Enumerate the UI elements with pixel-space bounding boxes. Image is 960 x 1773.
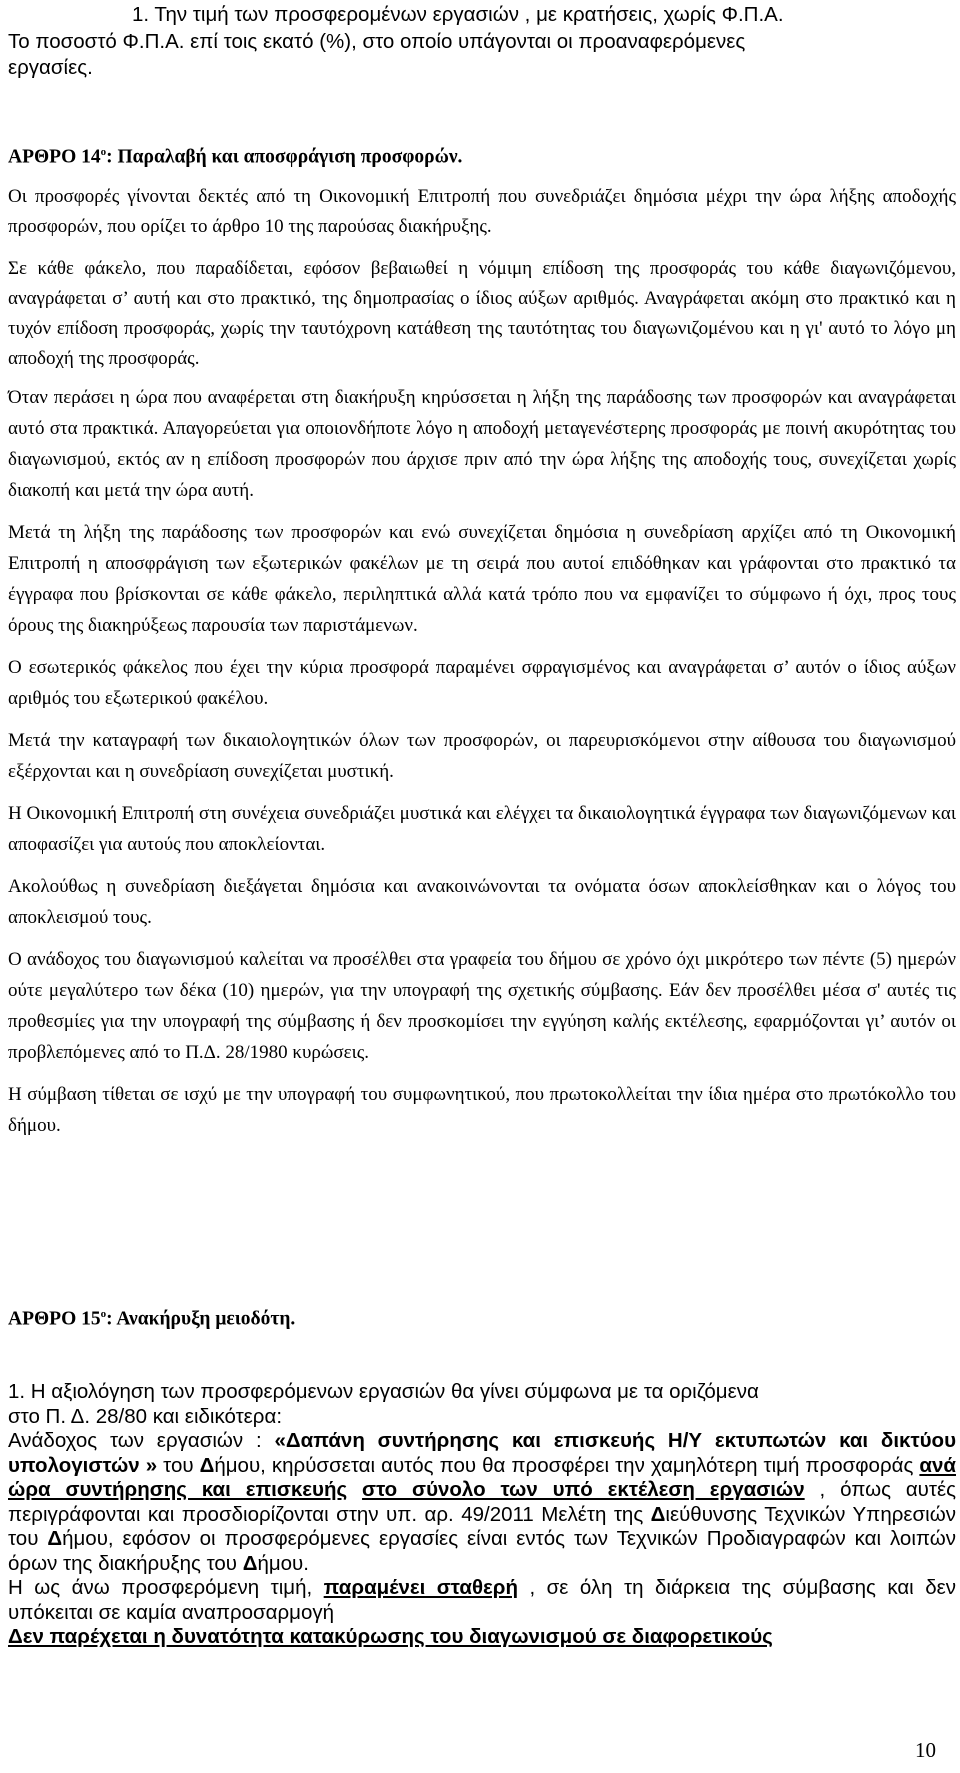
- s2-bold-delta-3: Δ: [47, 1527, 63, 1550]
- section-4-line: Δεν παρέχεται η δυνατότητα κατακύρωσης του διαγωνισμού σε διαφορετικούς: [8, 1625, 773, 1648]
- s2-per-hour-underlined: ανά ώρα συντήρησης και επισκευής: [8, 1453, 956, 1501]
- section-3-paragraph: [8, 1576, 956, 1625]
- paragraph-5: Ο εσωτερικός φάκελος που έχει την κύρια προσφορά παραμένει σφραγισμένος και αναγράφεται σ’ αυτόν ο ίδιος αύξων αριθμός του εξωτερικού φακέλου.: [8, 657, 956, 709]
- section-2-paragraph: [8, 1429, 956, 1576]
- item-1-line-3: εργασίες.: [8, 56, 93, 79]
- s3-fixed-price-underlined: παραμένει σταθερή: [323, 1576, 518, 1599]
- s2-bold-delta-2: Δ: [650, 1502, 666, 1526]
- item-1-line-1: 1. Την τιμή των προσφερομένων εργασιών , με κρατήσεις, χωρίς Φ.Π.Α.: [132, 3, 784, 26]
- s2-part-i: , όπως αυτές περιγράφονται και προσδιορίζονται στην υπ. αρ. 49/2011 Μελέτη της: [8, 1478, 957, 1526]
- paragraph-9: Ο ανάδοχος του διαγωνισμού καλείται να προσέλθει στα γραφεία του δήμου σε χρόνο όχι μικρότερο των πέντε (5) ημερών ούτε μεγαλύτερο των δέκα (10) ημερών, για την υπογραφή της σχετικής σύμβασης. Εάν δεν προσέλθει μέσα σ' αυτές τις προθεσμίες για την υπογραφή της σύμβασης ή δεν προσκομίσει την εγγύηση καλής εκτέλεσης, εφαρμόζονται γι’ αυτόν οι προβλεπόμενες από το Π.Δ. 28/1980 κυρώσεις.: [8, 949, 956, 1063]
- paragraph-1: Οι προσφορές γίνονται δεκτές από τη Οικονομική Επιτροπή που συνεδριάζει δημόσια μέχρι την ώρα λήξης αποδοχής προσφορών, που ορίζει το άρθρο 10 της παρούσας διακήρυξης.: [8, 186, 956, 237]
- s2-part-g: [347, 1478, 362, 1501]
- article-15-body: [8, 1380, 956, 1650]
- s3-part-c: , σε όλη τη διάρκεια της σύμβασης και δεν υπόκειται σε καμία αναπροσαρμογή: [8, 1576, 956, 1624]
- paragraph-4: Μετά τη λήξη της παράδοσης των προσφορών και ενώ συνεχίζεται δημόσια η συνεδρίαση αρχίζει από τη Οικονομική Επιτροπή η αποσφράγιση των εξωτερικών φακέλων με τη σειρά που αυτοί επιδόθηκαν και γράφονται στο πρακτικό τα έγγραφα που βρίσκονται σε κάθε φάκελο, περιληπτικά αλλά κατά τρόπο που να εμφανίζει το σύμφωνο ή όχι, προς τους όρους της διακηρύξεως παρουσία των παριστάμενων.: [8, 522, 956, 636]
- section-1-line-2: στο Π. Δ. 28/80 και ειδικότερα:: [8, 1404, 283, 1428]
- s2-service-title: «Δαπάνη συντήρησης και επισκευής Η/Υ εκτυπωτών και δικτύου υπολογιστών »: [8, 1429, 957, 1477]
- s2-bold-delta-4: Δ: [242, 1551, 258, 1575]
- paragraph-7: Η Οικονομική Επιτροπή στη συνέχεια συνεδριάζει μυστικά και ελέγχει τα δικαιολογητικά έγγραφα των διαγωνιζόμενων και αποφασίζει για αυτούς που αποκλείονται.: [8, 803, 956, 855]
- s2-part-e: ήμου, κηρύσσεται αυτός που θα προσφέρει την χαμηλότερη τιμή προσφοράς: [214, 1453, 920, 1477]
- article-14-sup: ο: [100, 146, 107, 158]
- paragraph-8: Ακολούθως η συνεδρίαση διεξάγεται δημόσια και ανακοινώνονται τα ονόματα όσων αποκλείσθηκαν και ο λόγος του αποκλεισμού τους.: [8, 876, 956, 928]
- s2-part-k: ιεύθυνσης Τεχνικών Υπηρεσιών του: [8, 1502, 956, 1550]
- s2-bold-delta-1: Δ: [199, 1453, 215, 1477]
- article-15-sup: ο: [100, 1308, 107, 1320]
- s3-part-a: Η ως άνω προσφερόμενη τιμή,: [8, 1576, 324, 1599]
- page-number: 10: [915, 1738, 936, 1762]
- paragraph-3: Όταν περάσει η ώρα που αναφέρεται στη διακήρυξη κηρύσσεται η λήξη της παράδοσης των προσφορών και αναγράφεται αυτό στα πρακτικά. Απαγορεύεται για οποιονδήποτε λόγο η αποδοχή μεταγενέστερης προσφοράς με ποινή ακυρότητας του διαγωνισμού, εκτός αν η επίδοση προσφορών που άρχισε πριν από την ώρα λήξης της αποδοχής τους, συνεχίζεται χωρίς διακοπή και μετά την ώρα αυτή.: [8, 387, 956, 501]
- s2-part-a: Ανάδοχος των εργασιών :: [8, 1429, 275, 1452]
- paragraph-2: Σε κάθε φάκελο, που παραδίδεται, εφόσον βεβαιωθεί η νόμιμη επίδοση της προσφοράς του κάθε διαγωνιζόμενου, αναγράφεται σ’ αυτή και στο πρακτικό, της δημοπρασίας ο ίδιος αύξων αριθμός. Αναγράφεται ακόμη στο πρακτικό και η τυχόν επίδοση προσφοράς, χωρίς την ταυτόχρονη κατάθεση της ταυτότητας του διαγωνιζομένου και η γι' αυτό το λόγο μη αποδοχή της προσφοράς.: [8, 258, 956, 369]
- article-14-prefix: ΑΡΘΡΟ 14: [8, 146, 101, 168]
- s2-total-works-underlined: στο σύνολο των υπό εκτέλεση εργασιών: [362, 1478, 805, 1501]
- item-1-block: [8, 2, 960, 82]
- article-14-body: [8, 182, 956, 1141]
- paragraph-10: Η σύμβαση τίθεται σε ισχύ με την υπογραφή του συμφωνητικού, που πρωτοκολλείται την ίδια ημέρα στο πρωτόκολλο του δήμου.: [8, 1084, 956, 1136]
- article-14-heading: [8, 146, 960, 169]
- s2-part-c: του: [157, 1453, 200, 1477]
- s2-part-o: ήμου.: [257, 1551, 309, 1575]
- section-1-line-1: 1. Η αξιολόγηση των προσφερόμενων εργασιών θα γίνει σύμφωνα με τα οριζόμενα: [8, 1380, 759, 1403]
- item-1-line-2: Το ποσοστό Φ.Π.Α. επί τοις εκατό (%), στο οποίο υπάγονται οι προαναφερόμενες: [8, 29, 746, 53]
- article-15-title: : Ανακήρυξη μειοδότη.: [106, 1308, 296, 1330]
- s2-part-m: ήμου, εφόσον οι προσφερόμενες εργασίες είναι εντός των Τεχνικών Προδιαγραφών και λοιπών όρων της διακήρυξης του: [8, 1527, 956, 1575]
- article-15-prefix: ΑΡΘΡΟ 15: [8, 1308, 101, 1330]
- article-14-title: : Παραλαβή και αποσφράγιση προσφορών.: [106, 146, 463, 168]
- article-15-heading: [8, 1308, 960, 1331]
- paragraph-6: Μετά την καταγραφή των δικαιολογητικών όλων των προσφορών, οι παρευρισκόμενοι στην αίθουσα του διαγωνισμού εξέρχονται και η συνεδρίαση συνεχίζεται μυστική.: [8, 730, 956, 782]
